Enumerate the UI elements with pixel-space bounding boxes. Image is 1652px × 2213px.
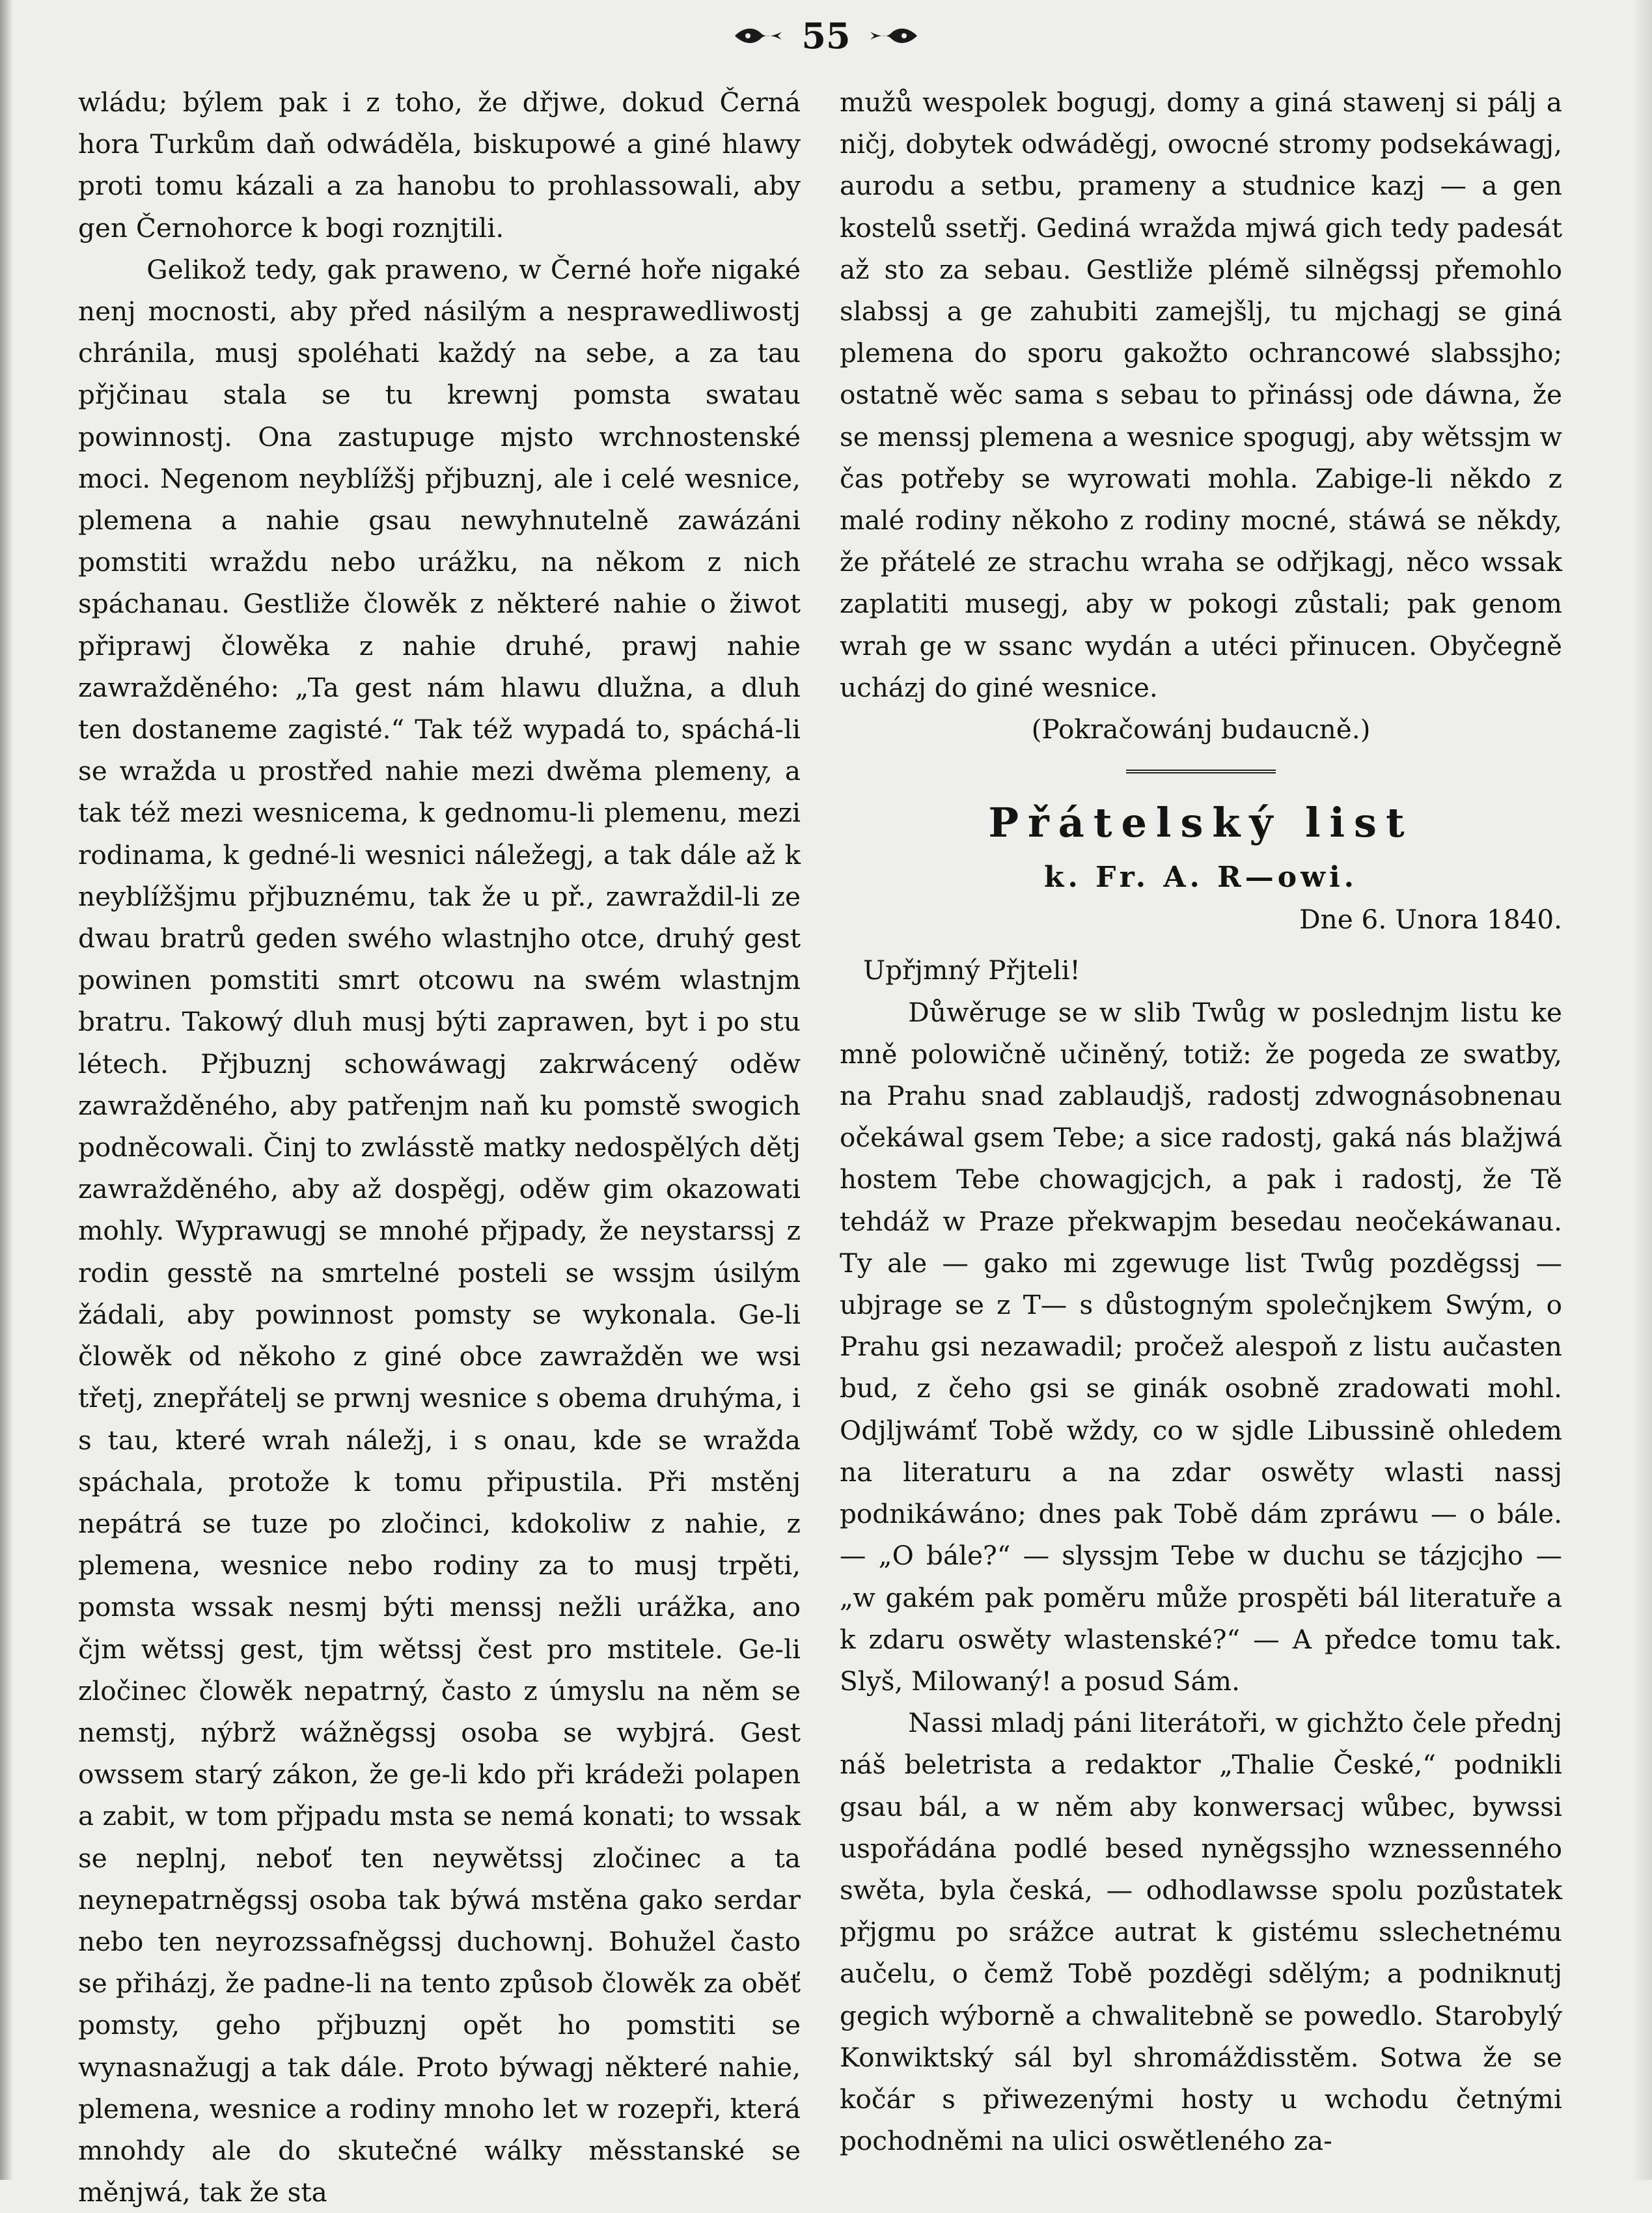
page-number: 55 bbox=[801, 15, 851, 57]
letter-paragraph-2: Nassi mladj páni literátoři, w gichžto čele přednj náš beletrista a redaktor „Thalie České,“ podnikli gsau bál, a w něm aby konwersacj wůbec, bywssi uspořádána podlé besed nyněgssjho wznessenného swěta, byla česká, — odhodlawsse spolu pozůstatek přjgmu po srážce autrat k gistému sslechetnému aučelu, o čemž Tobě pozděgi sdělým; a podniknutj gegich wýborně a chwalitebně se powedlo. Starobylý Konwiktský sál byl shromáždisstěm. Sotwa že se kočár s přiwezenými hosty u wchodu četnými pochodněmi na ulici oswětleného za- bbox=[840, 1707, 1562, 2157]
letter-salutation: Upřjmný Přjteli! bbox=[863, 954, 1081, 986]
fleuron-right-icon bbox=[868, 24, 920, 48]
left-paragraph-1: wládu; býlem pak i z toho, že dřjwe, dokud Černá hora Turkům daň odwáděla, biskupowé a giné hlawy proti tomu kázali a za hanobu to prohlassowali, aby gen Černohorce k bogi roznjtili. bbox=[78, 87, 801, 244]
right-paragraph-1: mužů wespolek bogugj, domy a giná stawenj si pálj a ničj, dobytek odwáděgj, owocné stromy podsekáwagj, aurodu a setbu, prameny a studnice kazj — a gen kostelů ssetřj. Gediná wražda mjwá gich tedy padesát až sto za sebau. Gestliže plémě silněgssj přemohlo slabssj a ge zahubiti zamejšlj, tu mjchagj se giná plemena do sporu gakožto ochrancowé slabssjho; ostatně wěc sama s sebau to přinássj ode dáwna, že se menssj plemena a wesnice spogugj, aby wětssjm w čas potřeby se wyrowati mohla. Zabige-li někdo z malé rodiny někoho z rodiny mocné, stáwá se někdy, že přátelé ze strachu wraha se odřjkagj, něco wssak zaplatiti musegj, aby w pokogi zůstali; pak genom wrah ge w ssanc wydán a utéci přinucen. Obyčegně ucházj do giné wesnice. bbox=[840, 87, 1562, 703]
fleuron-left-icon bbox=[732, 24, 784, 48]
letter-addressee: k. Fr. A. R—owi. bbox=[1044, 861, 1358, 895]
to-be-continued-note: (Pokračowánj budaucně.) bbox=[1031, 714, 1371, 745]
letter-paragraph-1: Důwěruge se w slib Twůg w poslednjm listu ke mně polowičně učiněný, totiž: že pogeda ze swatby, na Prahu snad zablaudjš, radostj zdwognásobnenau očekáwal gsem Tebe; a sice radostj, gaká nás blažjwá hostem Tebe chowagjcjch, a pak i radostj, že Tě tehdáž w Praze překwapjm besedau neočekáwanau. Ty ale — gako mi zgewuge list Twůg pozděgssj — ubjrage se z T— s důstogným společnjkem Swým, o Prahu gsi nezawadil; pročež alespoň z listu aučasten bud, z čeho gsi se ginák osobně zradowati mohl. Odjljwámť Tobě wždy, co w sjdle Libussině ohledem na literaturu a na zdar oswěty wlasti nassj podnikáwáno; dnes pak Tobě dám zpráwu — o bále. — „O bále?“ — slyssjm Tebe w duchu se tázjcjho — „w gakém pak poměru může prospěti bál literatuře a k zdaru oswěty wlastenské?“ — A předce tomu tak. Slyš, Milowaný! a posud Sám. bbox=[840, 996, 1562, 1697]
page-gutter-shadow bbox=[0, 0, 13, 2180]
letter-date: Dne 6. Unora 1840. bbox=[1299, 904, 1562, 936]
right-column bbox=[840, 81, 1562, 2162]
section-divider bbox=[1126, 770, 1276, 773]
left-column bbox=[78, 81, 801, 2213]
letter-title: Přátelský list bbox=[988, 799, 1414, 847]
page-header bbox=[0, 13, 1652, 59]
page-edge-shadow bbox=[1632, 0, 1652, 2180]
left-paragraph-2: Gelikož tedy, gak praweno, w Černé hoře nigaké nenj mocnosti, aby před násilým a nesprawedliwostj chránila, musj spoléhati každý na sebe, a za tau přjčinau stala se tu krewnj pomsta swatau powinnostj. Ona zastupuge mjsto wrchnostenské moci. Negenom neyblížšj přjbuznj, ale i celé wesnice, plemena a nahie gsau newyhnutelně zawázáni pomstiti wraždu nebo urážku, na někom z nich spáchanau. Gestliže člowěk z některé nahie o žiwot připrawj člowěka z nahie druhé, prawj nahie zawražděného: „Ta gest nám hlawu dlužna, a dluh ten dostaneme zagisté.“ Tak též wypadá to, spáchá-li se wražda u prostřed nahie mezi dwěma plemeny, a tak též mezi wesnicema, k gednomu-li plemenu, mezi rodinama, k gedné-li wesnici náležegj, a tak dále až k neyblížšjmu přjbuznému, tak že u př., zawraždil-li ze dwau bratrů geden swého wlastnjho otce, druhý gest powinen pomstiti smrt otcowu na swém wlastnjm bratru. Takowý dluh musj býti zaprawen, byt i po stu létech. Přjbuznj schowáwagj zakrwácený oděw zawražděného, aby patřenjm naň ku pomstě swogich podněcowali. Činj to zwlásstě matky nedospělých dětj zawražděného, aby až dospěgj, oděw gim okazowati mohly. Wyprawugj se mnohé přjpady, že neystarssj z rodin gesstě na smrtelné posteli se wssjm úsilým žádali, aby powinnost pomsty se wykonala. Ge-li člowěk od někoho z giné obce zawražděn we wsi třetj, znepřátelj se prwnj wesnice s obema druhýma, i s tau, které wrah náležj, i s onau, kde se wražda spáchala, protože k tomu připustila. Při mstěnj nepátrá se tuze po zločinci, kdokoliw z nahie, z plemena, wesnice nebo rodiny za to musj trpěti, pomsta wssak nesmj býti menssj nežli urážka, ano čjm wětssj gest, tjm wětssj čest pro mstitele. Ge-li zločinec člowěk nepatrný, často z úmyslu na něm se nemstj, nýbrž wážněgssj osoba se wybjrá. Gest owssem starý zákon, že ge-li kdo při krádeži polapen a zabit, w tom přjpadu msta se nemá konati; to wssak se neplnj, neboť ten neywětssj zločinec a ta neynepatrněgssj osoba tak býwá mstěna gako serdar nebo ten neyrozssafněgssj duchownj. Bohužel často se přiházj, že padne-li na tento způsob člowěk za oběť pomsty, geho přjbuznj opět ho pomstiti se wynasnažugj a tak dále. Proto býwagj některé nahie, plemena, wesnice a rodiny mnoho let w rozepři, která mnohdy ale do skutečné wálky měsstanské se měnjwá, tak že sta bbox=[78, 253, 801, 2208]
